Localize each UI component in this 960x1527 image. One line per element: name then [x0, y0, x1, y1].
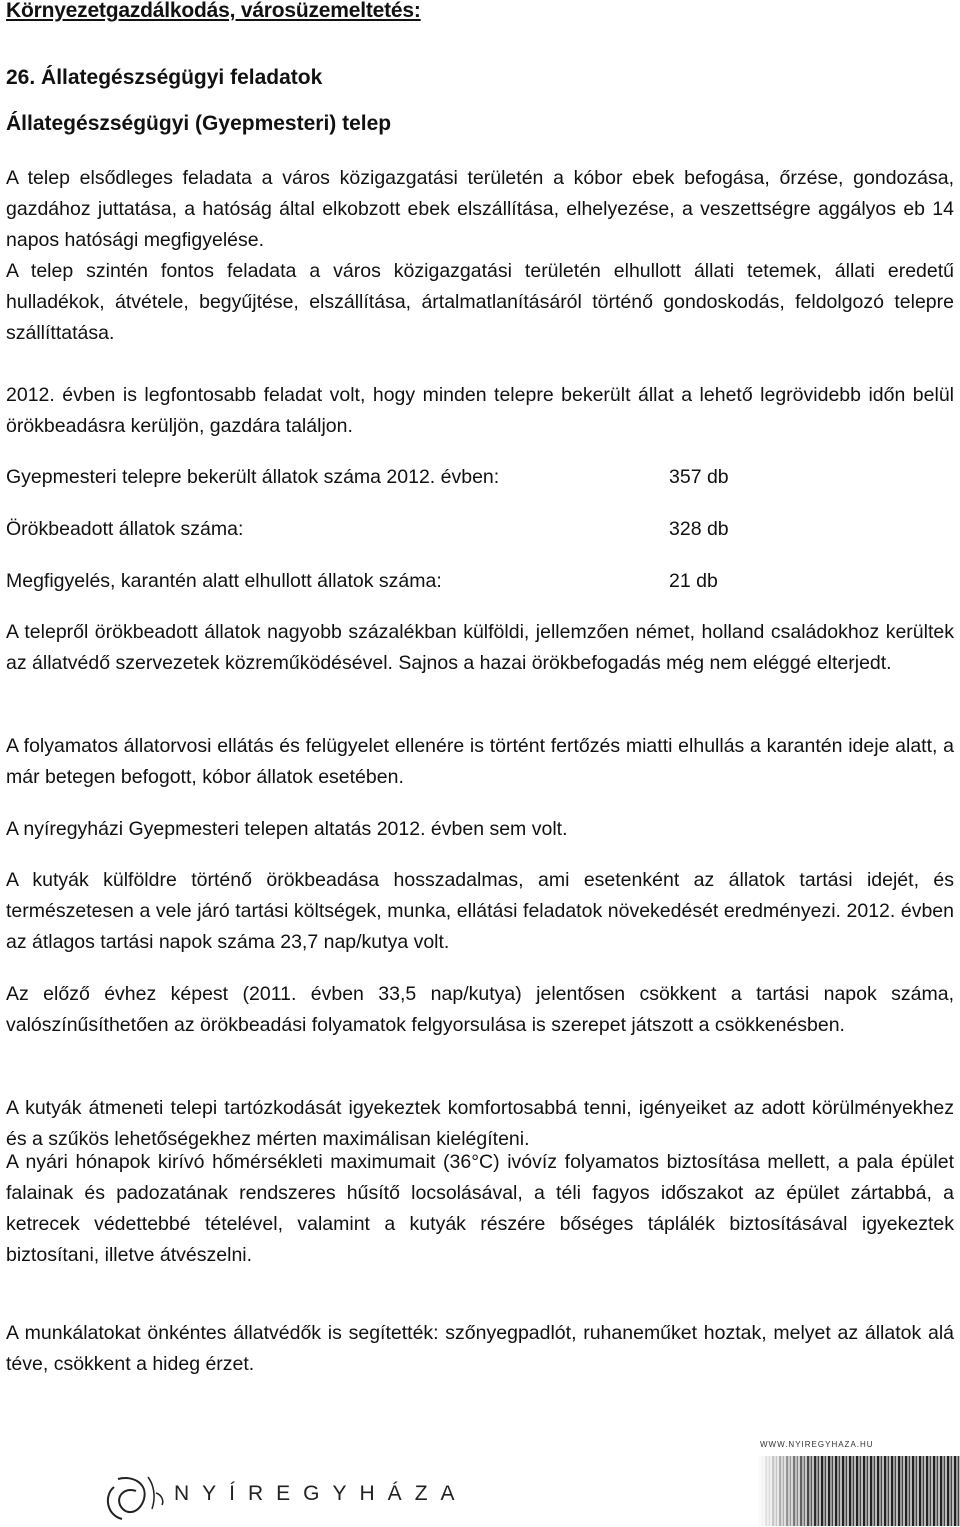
paragraph: A telep elsődleges feladata a város közigazgatási területén a kóbor ebek befogása, őrzése, gondozása, gazdához juttatása, a hatóság által elkobzott ebek elszállítása, elhelyezése, a veszettségre aggályos eb 14 napos hatósági megfigyelése.: [6, 167, 954, 251]
paragraph: A folyamatos állatorvosi ellátás és felügyelet ellenére is történt fertőzés miatti elhullás a karantén ideje alatt, a már betegen befogott, kóbor állatok esetében.: [6, 735, 954, 788]
stat-value: 21 db: [669, 570, 718, 592]
website-url: WWW.NYIREGYHAZA.HU: [760, 1440, 874, 1449]
chapter-subtitle: Állategészségügyi (Gyepmesteri) telep: [6, 112, 392, 135]
paragraph: 2012. évben is legfontosabb feladat volt, hogy minden telepre bekerült állat a lehető legrövidebb időn belül örökbeadásra kerüljön, gazdára találjon.: [6, 384, 954, 437]
paragraph: A telep szintén fontos feladata a város közigazgatási területén elhullott állati tetemek, állati eredetű hulladékok, átvétele, begyűjtése, elszállítása, ártalmatlanításáról történő gondoskodás, feldolgozó telepre szállíttatása.: [6, 260, 954, 344]
paragraph: A kutyák átmeneti telepi tartózkodását igyekeztek komfortosabbá tenni, igényeiket az adott körülményekhez és a szűkös lehetőségekhez mérten maximálisan kielégíteni.: [6, 1097, 954, 1150]
paragraph: Az előző évhez képest (2011. évben 33,5 nap/kutya) jelentősen csökkent a tartási napok száma, valószínűsíthetően az örökbeadási folyamatok felgyorsulása is szerepet játszott a csökkenésben.: [6, 983, 954, 1036]
stat-label: Örökbeadott állatok száma:: [6, 518, 244, 540]
chapter-title: 26. Állategészségügyi feladatok: [6, 66, 323, 89]
nyiregyhaza-logo-icon: [96, 1465, 176, 1525]
stat-value: 357 db: [669, 466, 729, 488]
paragraph: A nyíregyházi Gyepmesteri telepen altatás 2012. évben sem volt.: [6, 818, 568, 840]
page-footer: [0, 1440, 960, 1527]
stamp-fade: [758, 1456, 818, 1526]
paragraph: A kutyák külföldre történő örökbeadása hosszadalmas, ami esetenként az állatok tartási idejét, és természetesen a vele járó tartási költségek, munka, ellátási feladatok növekedését eredményezi. 2012. évben az átlagos tartási napok száma 23,7 nap/kutya volt.: [6, 869, 954, 953]
stat-value: 328 db: [669, 518, 729, 540]
stat-label: Megfigyelés, karantén alatt elhullott állatok száma:: [6, 570, 442, 592]
section-title: Környezetgazdálkodás, városüzemeltetés:: [6, 0, 421, 22]
city-name: NYÍREGYHÁZA: [174, 1482, 468, 1505]
paragraph: A nyári hónapok kirívó hőmérsékleti maximumait (36°C) ivóvíz folyamatos biztosítása mellett, a pala épület falainak és padozatának rendszeres hűsítő locsolásával, a téli fagyos időszakot az épület zártabbá, a ketrecek védettebbé tételével, valamint a kutyák részére bőséges táplálék biztosításával igyekeztek biztosítani, illetve átvészelni.: [6, 1151, 954, 1266]
paragraph: A telepről örökbeadott állatok nagyobb százalékban külföldi, jellemzően német, holland családokhoz kerültek az állatvédő szervezetek közreműködésével. Sajnos a hazai örökbefogadás még nem eléggé elterjedt.: [6, 621, 954, 674]
paragraph: A munkálatokat önkéntes állatvédők is segítették: szőnyegpadlót, ruhaneműket hoztak, melyet az állatok alá téve, csökkent a hideg érzet.: [6, 1322, 954, 1375]
stat-label: Gyepmesteri telepre bekerült állatok száma 2012. évben:: [6, 466, 500, 488]
